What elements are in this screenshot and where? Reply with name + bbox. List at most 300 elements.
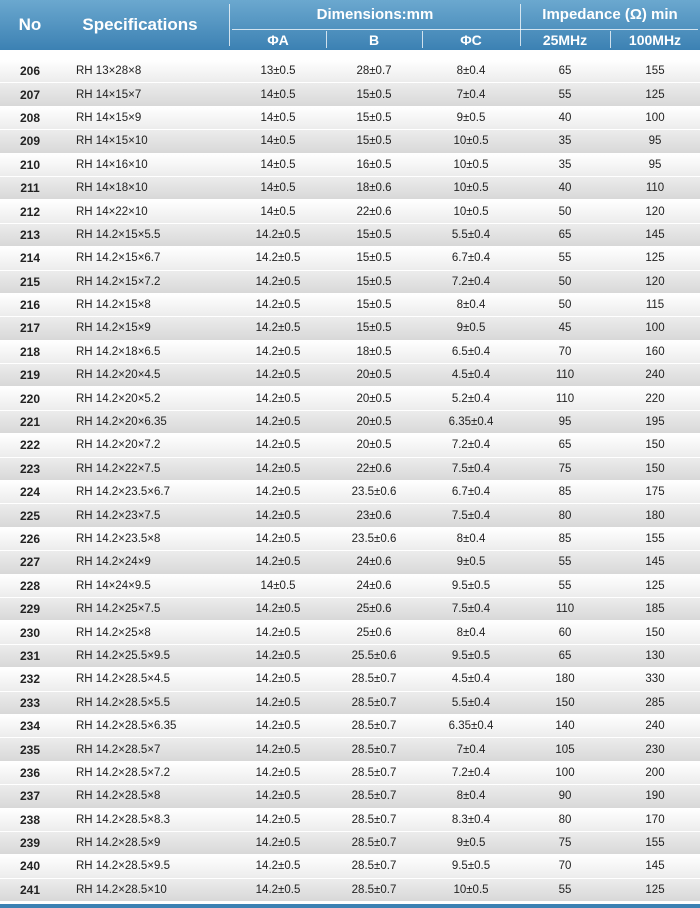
- dimension-c-cell: 8±0.4: [456, 790, 486, 803]
- specification-cell: RH 14.2×18×6.5: [76, 345, 161, 358]
- dimension-c-cell: 9±0.5: [456, 111, 486, 124]
- table-row: [0, 177, 700, 200]
- header-divider: [610, 31, 611, 48]
- impedance-25mhz-cell: 110: [555, 369, 575, 382]
- specification-cell: RH 14.2×15×8: [76, 299, 151, 312]
- table-row: [0, 762, 700, 785]
- specification-cell: RH 14.2×25×8: [76, 626, 151, 639]
- dimension-a-cell: 14.2±0.5: [255, 228, 301, 241]
- specification-cell: RH 14.2×25×7.5: [76, 603, 161, 616]
- specification-cell: RH 14.2×28.5×9.5: [76, 860, 170, 873]
- dimension-b-cell: 28±0.7: [356, 65, 392, 78]
- header-col-c: ΦC: [460, 31, 482, 48]
- specification-cell: RH 14×24×9.5: [76, 579, 151, 592]
- dimension-a-cell: 14.2±0.5: [255, 416, 301, 429]
- impedance-100mhz-cell: 110: [645, 182, 665, 195]
- impedance-25mhz-cell: 110: [555, 392, 575, 405]
- dimension-c-cell: 4.5±0.4: [451, 673, 491, 686]
- row-number: 219: [19, 368, 41, 383]
- dimension-b-cell: 20±0.5: [356, 369, 392, 382]
- impedance-100mhz-cell: 120: [645, 275, 665, 288]
- specification-cell: RH 14.2×28.5×8.3: [76, 813, 170, 826]
- impedance-25mhz-cell: 50: [558, 299, 572, 312]
- impedance-25mhz-cell: 50: [558, 275, 572, 288]
- impedance-25mhz-cell: 70: [558, 860, 572, 873]
- impedance-100mhz-cell: 125: [645, 883, 665, 896]
- dimension-b-cell: 23.5±0.6: [351, 533, 397, 545]
- impedance-25mhz-cell: 60: [558, 626, 572, 639]
- row-number: 221: [19, 415, 41, 430]
- row-number: 235: [19, 742, 41, 757]
- row-number: 232: [19, 672, 41, 687]
- impedance-25mhz-cell: 40: [558, 111, 572, 124]
- dimension-c-cell: 6.35±0.4: [448, 720, 494, 733]
- table-row: [0, 247, 700, 270]
- impedance-25mhz-cell: 65: [558, 228, 572, 241]
- row-number: 214: [19, 251, 41, 266]
- header-divider: [520, 4, 521, 46]
- impedance-25mhz-cell: 80: [558, 813, 572, 826]
- dimension-a-cell: 14±0.5: [260, 88, 296, 101]
- impedance-100mhz-cell: 150: [645, 439, 665, 452]
- dimension-b-cell: 15±0.5: [356, 299, 392, 312]
- dimension-b-cell: 28.5±0.7: [351, 696, 397, 709]
- row-number: 225: [19, 508, 41, 523]
- header-impedance: Impedance (Ω) min: [542, 6, 678, 23]
- dimension-b-cell: 25±0.6: [356, 603, 392, 616]
- impedance-25mhz-cell: 100: [555, 766, 575, 779]
- impedance-100mhz-cell: 145: [645, 228, 665, 241]
- impedance-100mhz-cell: 190: [645, 790, 665, 803]
- impedance-100mhz-cell: 220: [645, 392, 665, 405]
- dimension-b-cell: 28.5±0.7: [351, 883, 397, 896]
- impedance-25mhz-cell: 140: [555, 720, 575, 733]
- table-row: [0, 715, 700, 738]
- dimension-c-cell: 6.35±0.4: [448, 416, 494, 429]
- impedance-25mhz-cell: 80: [558, 509, 572, 522]
- dimension-a-cell: 14.2±0.5: [255, 509, 301, 522]
- row-number: 207: [19, 87, 41, 102]
- dimension-c-cell: 9.5±0.5: [451, 649, 491, 662]
- row-number: 213: [19, 227, 41, 242]
- row-number: 217: [19, 321, 41, 336]
- row-number: 239: [19, 836, 41, 851]
- dimension-a-cell: 14.2±0.5: [255, 603, 301, 616]
- dimension-c-cell: 9±0.5: [456, 556, 486, 569]
- header-divider: [232, 29, 698, 30]
- impedance-25mhz-cell: 65: [558, 649, 572, 662]
- specification-cell: RH 14.2×28.5×7.2: [76, 766, 170, 779]
- impedance-100mhz-cell: 175: [645, 486, 665, 499]
- impedance-100mhz-cell: 160: [645, 345, 665, 358]
- impedance-100mhz-cell: 120: [645, 205, 665, 218]
- table-row: [0, 668, 700, 691]
- dimension-a-cell: 14.2±0.5: [255, 696, 301, 709]
- dimension-a-cell: 14.2±0.5: [255, 486, 301, 499]
- specification-cell: RH 14.2×28.5×8: [76, 790, 161, 803]
- impedance-100mhz-cell: 240: [645, 369, 665, 382]
- dimension-b-cell: 18±0.5: [356, 345, 392, 358]
- row-number: 230: [19, 625, 41, 640]
- dimension-a-cell: 14.2±0.5: [255, 860, 301, 873]
- dimension-c-cell: 7±0.4: [456, 743, 486, 756]
- impedance-25mhz-cell: 45: [558, 322, 572, 335]
- header-col-25mhz: 25MHz: [542, 31, 588, 48]
- specification-cell: RH 14.2×15×6.7: [76, 252, 161, 265]
- dimension-c-cell: 4.5±0.4: [451, 369, 491, 382]
- header-divider: [229, 4, 230, 46]
- dimension-a-cell: 14.2±0.5: [255, 837, 301, 850]
- row-number: 215: [19, 274, 41, 289]
- table-row: [0, 317, 700, 340]
- dimension-b-cell: 23.5±0.6: [351, 486, 397, 499]
- dimension-b-cell: 22±0.6: [356, 205, 392, 218]
- impedance-100mhz-cell: 95: [648, 135, 662, 148]
- impedance-100mhz-cell: 100: [645, 322, 665, 335]
- table-row: [0, 224, 700, 247]
- impedance-25mhz-cell: 85: [558, 486, 572, 499]
- impedance-100mhz-cell: 230: [645, 743, 665, 756]
- header-col-a: ΦA: [267, 31, 289, 48]
- table-header: [0, 0, 700, 50]
- dimension-b-cell: 16±0.5: [356, 158, 392, 171]
- row-number: 208: [19, 110, 41, 125]
- dimension-a-cell: 14.2±0.5: [255, 345, 301, 358]
- dimension-c-cell: 8±0.4: [456, 626, 486, 639]
- dimension-b-cell: 24±0.6: [356, 579, 392, 592]
- impedance-25mhz-cell: 35: [558, 158, 572, 171]
- impedance-100mhz-cell: 145: [645, 556, 665, 569]
- dimension-a-cell: 14.2±0.5: [255, 392, 301, 405]
- impedance-25mhz-cell: 55: [558, 883, 572, 896]
- specification-cell: RH 14.2×28.5×9: [76, 837, 161, 850]
- dimension-b-cell: 25.5±0.6: [351, 649, 397, 662]
- dimension-c-cell: 10±0.5: [453, 182, 489, 195]
- dimension-b-cell: 15±0.5: [356, 88, 392, 101]
- dimension-a-cell: 13±0.5: [260, 65, 296, 78]
- table-row: [0, 60, 700, 83]
- dimension-a-cell: 14.2±0.5: [255, 369, 301, 382]
- dimension-c-cell: 8.3±0.4: [451, 813, 491, 826]
- specification-cell: RH 14×15×10: [76, 135, 148, 148]
- dimension-c-cell: 7.2±0.4: [451, 275, 491, 288]
- specification-cell: RH 14.2×15×5.5: [76, 228, 161, 241]
- dimension-c-cell: 5.2±0.4: [451, 392, 491, 405]
- row-number: 210: [19, 157, 41, 172]
- row-number: 227: [19, 555, 41, 570]
- impedance-25mhz-cell: 65: [558, 65, 572, 78]
- table-row: [0, 458, 700, 481]
- impedance-100mhz-cell: 125: [645, 252, 665, 265]
- impedance-25mhz-cell: 55: [558, 88, 572, 101]
- impedance-25mhz-cell: 75: [558, 462, 572, 475]
- impedance-100mhz-cell: 125: [645, 88, 665, 101]
- specification-cell: RH 14×15×9: [76, 111, 142, 124]
- row-number: 222: [19, 438, 41, 453]
- dimension-c-cell: 7.5±0.4: [451, 603, 491, 616]
- dimension-a-cell: 14±0.5: [260, 579, 296, 592]
- impedance-25mhz-cell: 95: [558, 416, 572, 429]
- specification-cell: RH 14.2×24×9: [76, 556, 151, 569]
- specification-cell: RH 14.2×23.5×8: [76, 533, 161, 545]
- impedance-100mhz-cell: 285: [645, 696, 665, 709]
- dimension-b-cell: 15±0.5: [356, 111, 392, 124]
- dimension-a-cell: 14.2±0.5: [255, 462, 301, 475]
- dimension-b-cell: 28.5±0.7: [351, 813, 397, 826]
- impedance-100mhz-cell: 330: [645, 673, 665, 686]
- header-no: No: [18, 15, 42, 34]
- impedance-25mhz-cell: 90: [558, 790, 572, 803]
- dimension-b-cell: 28.5±0.7: [351, 673, 397, 686]
- table-row: [0, 271, 700, 294]
- impedance-25mhz-cell: 105: [555, 743, 575, 756]
- table-row: [0, 785, 700, 808]
- table-row: [0, 387, 700, 410]
- impedance-100mhz-cell: 95: [648, 158, 662, 171]
- specification-cell: RH 14.2×15×9: [76, 322, 151, 335]
- impedance-100mhz-cell: 145: [645, 860, 665, 873]
- dimension-c-cell: 8±0.4: [456, 65, 486, 78]
- dimension-c-cell: 8±0.4: [456, 299, 486, 312]
- dimension-c-cell: 10±0.5: [453, 135, 489, 148]
- dimension-a-cell: 14.2±0.5: [255, 883, 301, 896]
- dimension-c-cell: 6.5±0.4: [451, 345, 491, 358]
- table-row: [0, 341, 700, 364]
- table-body: [0, 60, 700, 902]
- impedance-25mhz-cell: 55: [558, 252, 572, 265]
- impedance-100mhz-cell: 240: [645, 720, 665, 733]
- specification-cell: RH 14.2×28.5×5.5: [76, 696, 170, 709]
- table-row: [0, 504, 700, 527]
- row-number: 226: [19, 532, 41, 546]
- impedance-100mhz-cell: 115: [645, 299, 665, 312]
- table-row: [0, 832, 700, 855]
- impedance-100mhz-cell: 155: [645, 533, 665, 545]
- row-number: 240: [19, 859, 41, 874]
- impedance-100mhz-cell: 155: [645, 65, 665, 78]
- impedance-100mhz-cell: 130: [645, 649, 665, 662]
- dimension-c-cell: 6.7±0.4: [451, 252, 491, 265]
- dimension-a-cell: 14.2±0.5: [255, 322, 301, 335]
- specification-cell: RH 14×22×10: [76, 205, 148, 218]
- dimension-a-cell: 14.2±0.5: [255, 720, 301, 733]
- table-row: [0, 645, 700, 668]
- specification-cell: RH 14.2×28.5×6.35: [76, 720, 177, 733]
- row-number: 211: [20, 181, 40, 196]
- dimension-b-cell: 28.5±0.7: [351, 837, 397, 850]
- row-number: 231: [19, 648, 41, 663]
- table-row: [0, 481, 700, 504]
- header-divider: [422, 31, 423, 48]
- dimension-c-cell: 9±0.5: [456, 322, 486, 335]
- specification-cell: RH 14.2×20×4.5: [76, 369, 161, 382]
- dimension-a-cell: 14.2±0.5: [255, 626, 301, 639]
- bottom-bar: [0, 904, 700, 908]
- impedance-100mhz-cell: 185: [645, 603, 665, 616]
- dimension-c-cell: 9±0.5: [456, 837, 486, 850]
- dimension-b-cell: 20±0.5: [356, 416, 392, 429]
- dimension-a-cell: 14.2±0.5: [255, 439, 301, 452]
- dimension-c-cell: 8±0.4: [456, 533, 486, 545]
- table-row: [0, 551, 700, 574]
- impedance-25mhz-cell: 55: [558, 579, 572, 592]
- dimension-a-cell: 14.2±0.5: [255, 556, 301, 569]
- header-col-b: B: [368, 31, 380, 48]
- table-row: [0, 879, 700, 902]
- impedance-25mhz-cell: 180: [555, 673, 575, 686]
- dimension-b-cell: 15±0.5: [356, 228, 392, 241]
- specification-cell: RH 14.2×23×7.5: [76, 509, 161, 522]
- dimension-b-cell: 23±0.6: [356, 509, 392, 522]
- specification-cell: RH 13×28×8: [76, 65, 142, 78]
- dimension-a-cell: 14.2±0.5: [255, 649, 301, 662]
- specification-cell: RH 14×15×7: [76, 88, 142, 101]
- row-number: 241: [19, 882, 41, 897]
- table-row: [0, 83, 700, 106]
- dimension-b-cell: 28.5±0.7: [351, 743, 397, 756]
- table-row: [0, 130, 700, 153]
- row-number: 237: [19, 789, 41, 804]
- specification-cell: RH 14×18×10: [76, 182, 148, 195]
- dimension-c-cell: 7±0.4: [456, 88, 486, 101]
- specification-cell: RH 14×16×10: [76, 158, 148, 171]
- table-row: [0, 692, 700, 715]
- specification-cell: RH 14.2×28.5×7: [76, 743, 161, 756]
- dimension-c-cell: 9.5±0.5: [451, 579, 491, 592]
- table-row: [0, 575, 700, 598]
- dimension-a-cell: 14.2±0.5: [255, 743, 301, 756]
- row-number: 216: [19, 298, 41, 313]
- impedance-25mhz-cell: 75: [558, 837, 572, 850]
- table-row: [0, 528, 700, 551]
- row-number: 233: [19, 695, 41, 710]
- row-number: 224: [19, 485, 41, 500]
- impedance-25mhz-cell: 40: [558, 182, 572, 195]
- impedance-25mhz-cell: 50: [558, 205, 572, 218]
- specification-cell: RH 14.2×20×6.35: [76, 416, 167, 429]
- dimension-a-cell: 14±0.5: [260, 158, 296, 171]
- dimension-b-cell: 20±0.5: [356, 439, 392, 452]
- dimension-b-cell: 28.5±0.7: [351, 860, 397, 873]
- row-number: 228: [19, 578, 41, 593]
- row-number: 212: [19, 204, 41, 219]
- dimension-b-cell: 15±0.5: [356, 252, 392, 265]
- dimension-a-cell: 14±0.5: [260, 111, 296, 124]
- impedance-100mhz-cell: 170: [645, 813, 665, 826]
- dimension-b-cell: 28.5±0.7: [351, 766, 397, 779]
- dimension-a-cell: 14.2±0.5: [255, 673, 301, 686]
- dimension-a-cell: 14.2±0.5: [255, 252, 301, 265]
- header-dimensions: Dimensions:mm: [316, 6, 434, 23]
- table-row: [0, 200, 700, 223]
- row-number: 236: [19, 765, 41, 780]
- dimension-a-cell: 14.2±0.5: [255, 766, 301, 779]
- dimension-c-cell: 10±0.5: [453, 158, 489, 171]
- dimension-b-cell: 25±0.6: [356, 626, 392, 639]
- dimension-c-cell: 10±0.5: [453, 883, 489, 896]
- impedance-25mhz-cell: 110: [555, 603, 575, 616]
- dimension-c-cell: 9.5±0.5: [451, 860, 491, 873]
- dimension-b-cell: 24±0.6: [356, 556, 392, 569]
- row-number: 238: [19, 812, 41, 827]
- dimension-a-cell: 14±0.5: [260, 135, 296, 148]
- row-number: 218: [19, 344, 41, 359]
- impedance-100mhz-cell: 155: [645, 837, 665, 850]
- impedance-100mhz-cell: 200: [645, 766, 665, 779]
- dimension-a-cell: 14.2±0.5: [255, 299, 301, 312]
- row-number: 223: [19, 461, 41, 476]
- table-row: [0, 411, 700, 434]
- specification-cell: RH 14.2×25.5×9.5: [76, 649, 170, 662]
- dimension-b-cell: 15±0.5: [356, 275, 392, 288]
- dimension-a-cell: 14.2±0.5: [255, 275, 301, 288]
- impedance-25mhz-cell: 150: [555, 696, 575, 709]
- specification-cell: RH 14.2×15×7.2: [76, 275, 161, 288]
- specification-cell: RH 14.2×22×7.5: [76, 462, 161, 475]
- row-number: 209: [19, 134, 41, 149]
- impedance-100mhz-cell: 180: [645, 509, 665, 522]
- dimension-c-cell: 7.2±0.4: [451, 766, 491, 779]
- specification-cell: RH 14.2×20×5.2: [76, 392, 161, 405]
- dimension-b-cell: 22±0.6: [356, 462, 392, 475]
- header-divider: [326, 31, 327, 48]
- header-col-100mhz: 100MHz: [628, 31, 682, 48]
- specification-cell: RH 14.2×23.5×6.7: [76, 486, 170, 499]
- table-row: [0, 434, 700, 457]
- table-row: [0, 809, 700, 832]
- dimension-b-cell: 28.5±0.7: [351, 790, 397, 803]
- table-row: [0, 294, 700, 317]
- specification-cell: RH 14.2×28.5×10: [76, 883, 167, 896]
- dimension-b-cell: 20±0.5: [356, 392, 392, 405]
- table-row: [0, 621, 700, 644]
- dimension-c-cell: 5.5±0.4: [451, 696, 491, 709]
- impedance-100mhz-cell: 150: [645, 626, 665, 639]
- dimension-c-cell: 7.2±0.4: [451, 439, 491, 452]
- dimension-a-cell: 14±0.5: [260, 205, 296, 218]
- dimension-b-cell: 28.5±0.7: [351, 720, 397, 733]
- impedance-25mhz-cell: 85: [558, 533, 572, 545]
- specification-cell: RH 14.2×20×7.2: [76, 439, 161, 452]
- impedance-25mhz-cell: 70: [558, 345, 572, 358]
- dimension-a-cell: 14.2±0.5: [255, 790, 301, 803]
- impedance-100mhz-cell: 150: [645, 462, 665, 475]
- table-row: [0, 738, 700, 761]
- header-specifications: Specifications: [82, 15, 198, 34]
- dimension-c-cell: 10±0.5: [453, 205, 489, 218]
- dimension-a-cell: 14±0.5: [260, 182, 296, 195]
- row-number: 229: [19, 602, 41, 617]
- table-row: [0, 107, 700, 130]
- impedance-100mhz-cell: 100: [645, 111, 665, 124]
- dimension-b-cell: 15±0.5: [356, 322, 392, 335]
- impedance-100mhz-cell: 125: [645, 579, 665, 592]
- row-number: 234: [19, 719, 41, 734]
- dimension-c-cell: 7.5±0.4: [451, 509, 491, 522]
- table-row: [0, 154, 700, 177]
- dimension-c-cell: 6.7±0.4: [451, 486, 491, 499]
- dimension-a-cell: 14.2±0.5: [255, 813, 301, 826]
- impedance-25mhz-cell: 35: [558, 135, 572, 148]
- row-number: 220: [19, 391, 41, 406]
- table-row: [0, 855, 700, 878]
- impedance-100mhz-cell: 195: [645, 416, 665, 429]
- dimension-c-cell: 5.5±0.4: [451, 228, 491, 241]
- impedance-25mhz-cell: 65: [558, 439, 572, 452]
- dimension-c-cell: 7.5±0.4: [451, 462, 491, 475]
- dimension-b-cell: 15±0.5: [356, 135, 392, 148]
- table-row: [0, 364, 700, 387]
